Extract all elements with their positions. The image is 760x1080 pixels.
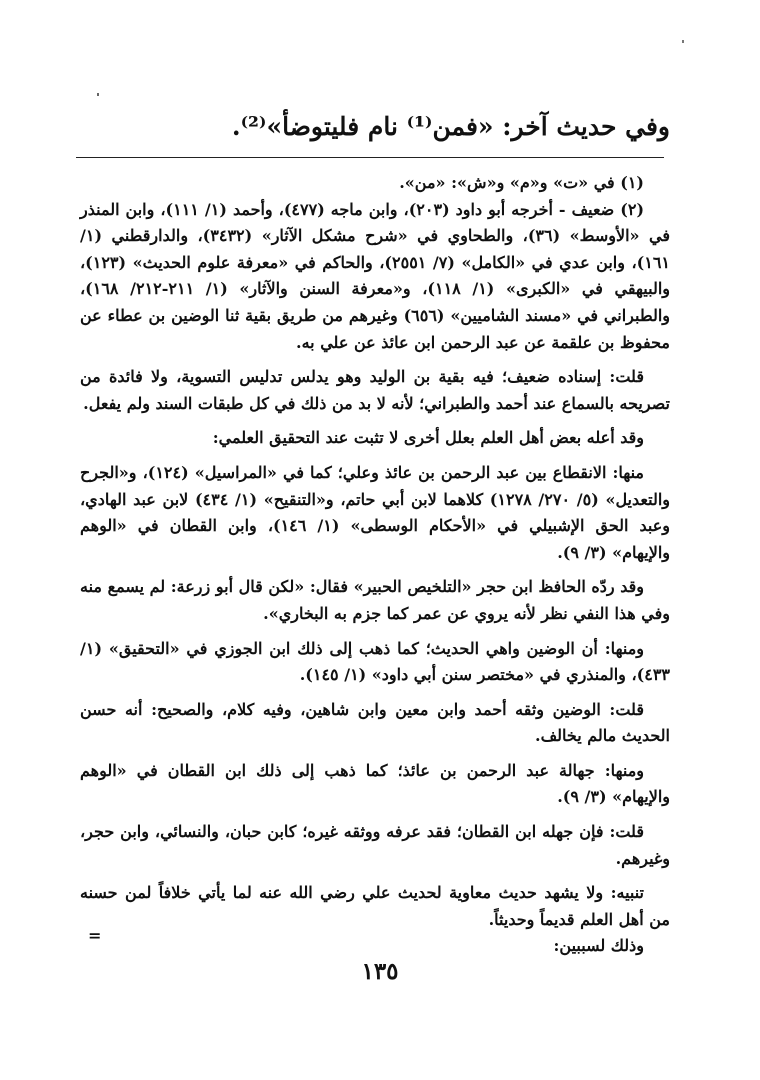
main-text-line: وفي حديث آخر: «فمن⁽¹⁾ نام فليتوضأ»⁽²⁾. [231,112,670,141]
paragraph: وذلك لسببين: [553,936,644,956]
footnote-separator [76,157,664,158]
continuation-mark: = [88,926,102,945]
scan-speck [682,40,684,43]
footnote-2: (٢) ضعيف - أخرجه أبو داود (٢٠٣)، وابن ماجه (٤٧٧)، وأحمد (١/ ١١١)، وابن المنذر في «الأوسط» (٣٦)، والطحاوي في «شرح مشكل الآثار» (٣٤٣٢)، والدارقطني (١/ ١٦١)، وابن عدي في «الكامل» (٧/ ٢٥٥١)، والحاكم في «معرفة علوم الحديث» (١٢٣)، والبيهقي في «الكبرى» (١/ ١١٨)، و«معرفة السنن والآثار» (١/ ٢١١-٢١٢/ ١٦٨)، والطبراني في «مسند الشاميين» (٦٥٦) وغيرهم من طريق بقية ثنا الوضين بن عطاء عن محفوظ بن علقمة عن عبد الرحمن ابن عائذ عن علي به. [80,199,671,352]
paragraph: قلت: الوضين وثقه أحمد وابن معين وابن شاهين، وفيه كلام، والصحيح: أنه حسن الحديث مالم يخالف. [80,699,670,746]
paragraph: منها: الانقطاع بين عبد الرحمن بن عائذ وعلي؛ كما في «المراسيل» (١٢٤)، و«الجرح والتعديل» (٥/ ٢٧٠/ ١٢٧٨) كلاهما لابن أبي حاتم، و«التنقيح» (١/ ٤٣٤) لابن عبد الهادي، وعبد الحق الإشبيلي في «الأحكام الوسطى» (١/ ١٤٦)، وابن القطان في «الوهم والإيهام» (٣/ ٩). [80,462,671,562]
paragraph: وقد أعله بعض أهل العلم بعلل أخرى لا تثبت عند التحقيق العلمي: [212,428,644,448]
paragraph: تنبيه: ولا يشهد حديث معاوية لحديث علي رضي الله عنه لما يأتي خلافاً لمن حسنه من أهل العلم قديماً وحديثاً. [80,883,670,929]
page-number: ١٣٥ [361,958,399,985]
paragraph: ومنها: أن الوضين واهي الحديث؛ كما ذهب إلى ذلك ابن الجوزي في «التحقيق» (١/ ٤٣٣)، والمنذري في «مختصر سنن أبي داود» (١/ ١٤٥). [80,638,670,685]
paragraph: ومنها: جهالة عبد الرحمن بن عائذ؛ كما ذهب إلى ذلك ابن القطان في «الوهم والإيهام» (٣/ ٩). [80,760,670,807]
paragraph: قلت: إسناده ضعيف؛ فيه بقية بن الوليد وهو يدلس تدليس التسوية، ولا فائدة من تصريحه بالسماع عند أحمد والطبراني؛ لأنه لا بد من ذلك في كل طبقات السند ولم يفعل. [80,367,670,413]
scan-speck [97,93,99,96]
paragraph: وقد ردّه الحافظ ابن حجر «التلخيص الحبير» فقال: «لكن قال أبو زرعة: لم يسمع منه وفي هذا النفي نظر لأنه يروي عن عمر كما جزم به البخاري». [80,577,670,623]
footnotes-body [80,170,670,960]
footnote-1: (١) في «ت» و«م» و«ش»: «من». [399,173,644,192]
paragraph: قلت: فإن جهله ابن القطان؛ فقد عرفه ووثقه غيره؛ كابن حبان، والنسائي، وابن حجر، وغيرهم. [80,822,670,868]
